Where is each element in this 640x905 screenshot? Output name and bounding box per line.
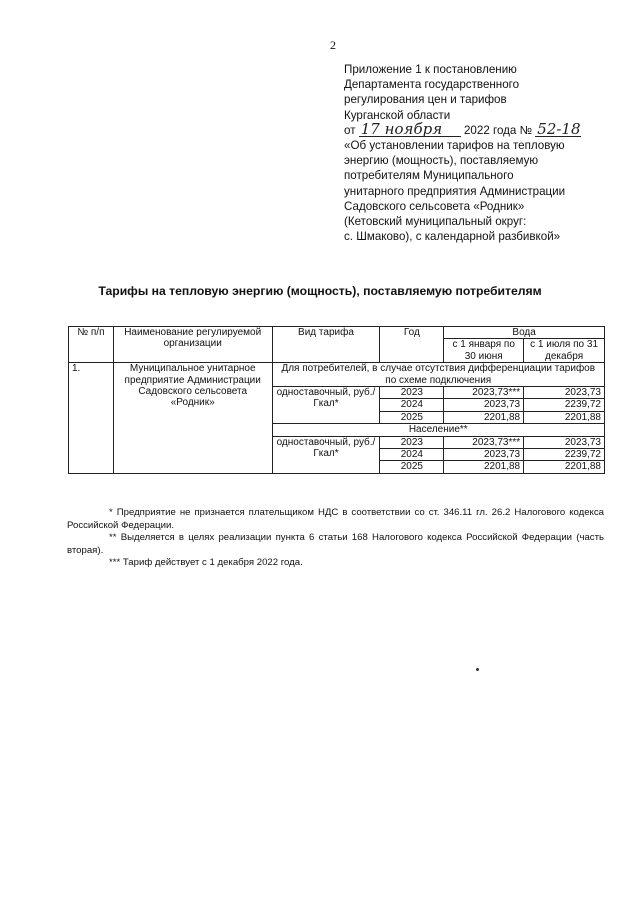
row-number: 1. [69,363,114,474]
value-cell: 2023,73 [524,436,605,448]
table-header-row [69,327,605,339]
year-cell: 2025 [380,411,444,423]
appendix-desc-1: «Об установлении тарифов на тепловую [344,139,565,153]
year-cell: 2025 [380,461,444,473]
appendix-header [344,62,614,244]
year-cell: 2024 [380,399,444,411]
group2-caption: Население** [272,424,604,436]
appendix-desc-6: (Кетовский муниципальный округ: [344,215,527,229]
stray-mark [476,668,479,671]
value-cell: 2201,88 [444,411,524,423]
appendix-line-2: Департамента государственного [344,78,520,92]
group1-caption: Для потребителей, в случае отсутствия дифференциации тарифов по схеме подключения [272,363,604,387]
appendix-line-3: регулирования цен и тарифов [344,93,507,107]
appendix-date-line [344,119,614,138]
header-tariff-type: Вид тарифа [272,327,380,363]
appendix-desc-7: с. Шмаково), с календарной разбивкой» [344,230,561,244]
group1-tariff-type: одноставочный, руб./Гкал* [272,387,380,424]
appendix-desc-3: потребителям Муниципального [344,169,514,183]
value-cell: 2201,88 [524,461,605,473]
header-water: Вода [444,327,605,339]
appendix-desc-2: энергию (мощность), поставляемую [344,154,539,168]
year-label: 2022 года № [463,123,533,137]
appendix-line-1: Приложение 1 к постановлению [344,63,517,76]
value-cell: 2201,88 [524,411,605,423]
group2-tariff-type: одноставочный, руб./Гкал* [272,436,380,473]
handwritten-number: 52-18 [537,119,581,138]
page-number: 2 [330,38,336,52]
header-year: Год [380,327,444,363]
value-cell: 2023,73*** [444,387,524,399]
appendix-desc-4: унитарного предприятия Администрации [344,184,566,198]
table-row [69,363,605,387]
from-label: от [344,123,356,137]
value-cell: 2239,72 [524,399,605,411]
year-cell: 2023 [380,436,444,448]
header-period-1: с 1 января по 30 июня [444,339,524,363]
header-org: Наименование регулируемой организации [113,327,272,363]
appendix-desc-5: Садовского сельсовета «Родник» [344,199,525,213]
header-period-2: с 1 июля по 31 декабря [524,339,605,363]
footnote-1: * Предприятие не признается плательщиком НДС в соответствии со ст. 346.11 гл. 26.2 Налогового кодекса Российской Федерации. [67,507,604,531]
value-cell: 2023,73 [524,387,605,399]
org-name: Муниципальное унитарное предприятие Администрации Садовского сельсовета «Родник» [113,363,272,474]
tariff-table [68,326,605,474]
value-cell: 2023,73*** [444,436,524,448]
document-title: Тарифы на тепловую энергию (мощность), поставляемую потребителям [98,284,542,298]
value-cell: 2239,72 [524,449,605,461]
year-cell: 2024 [380,449,444,461]
footnote-3: *** Тариф действует с 1 декабря 2022 года. [109,557,303,569]
footnotes [67,507,604,570]
value-cell: 2023,73 [444,449,524,461]
year-cell: 2023 [380,387,444,399]
value-cell: 2023,73 [444,399,524,411]
value-cell: 2201,88 [444,461,524,473]
footnote-2: ** Выделяется в целях реализации пункта 6 статьи 168 Налогового кодекса Российской Федерации (часть вторая). [67,532,604,556]
header-num: № п/п [69,327,114,363]
handwritten-date: 17 ноября [359,123,461,137]
appendix-line-4: Курганской области [344,108,451,122]
